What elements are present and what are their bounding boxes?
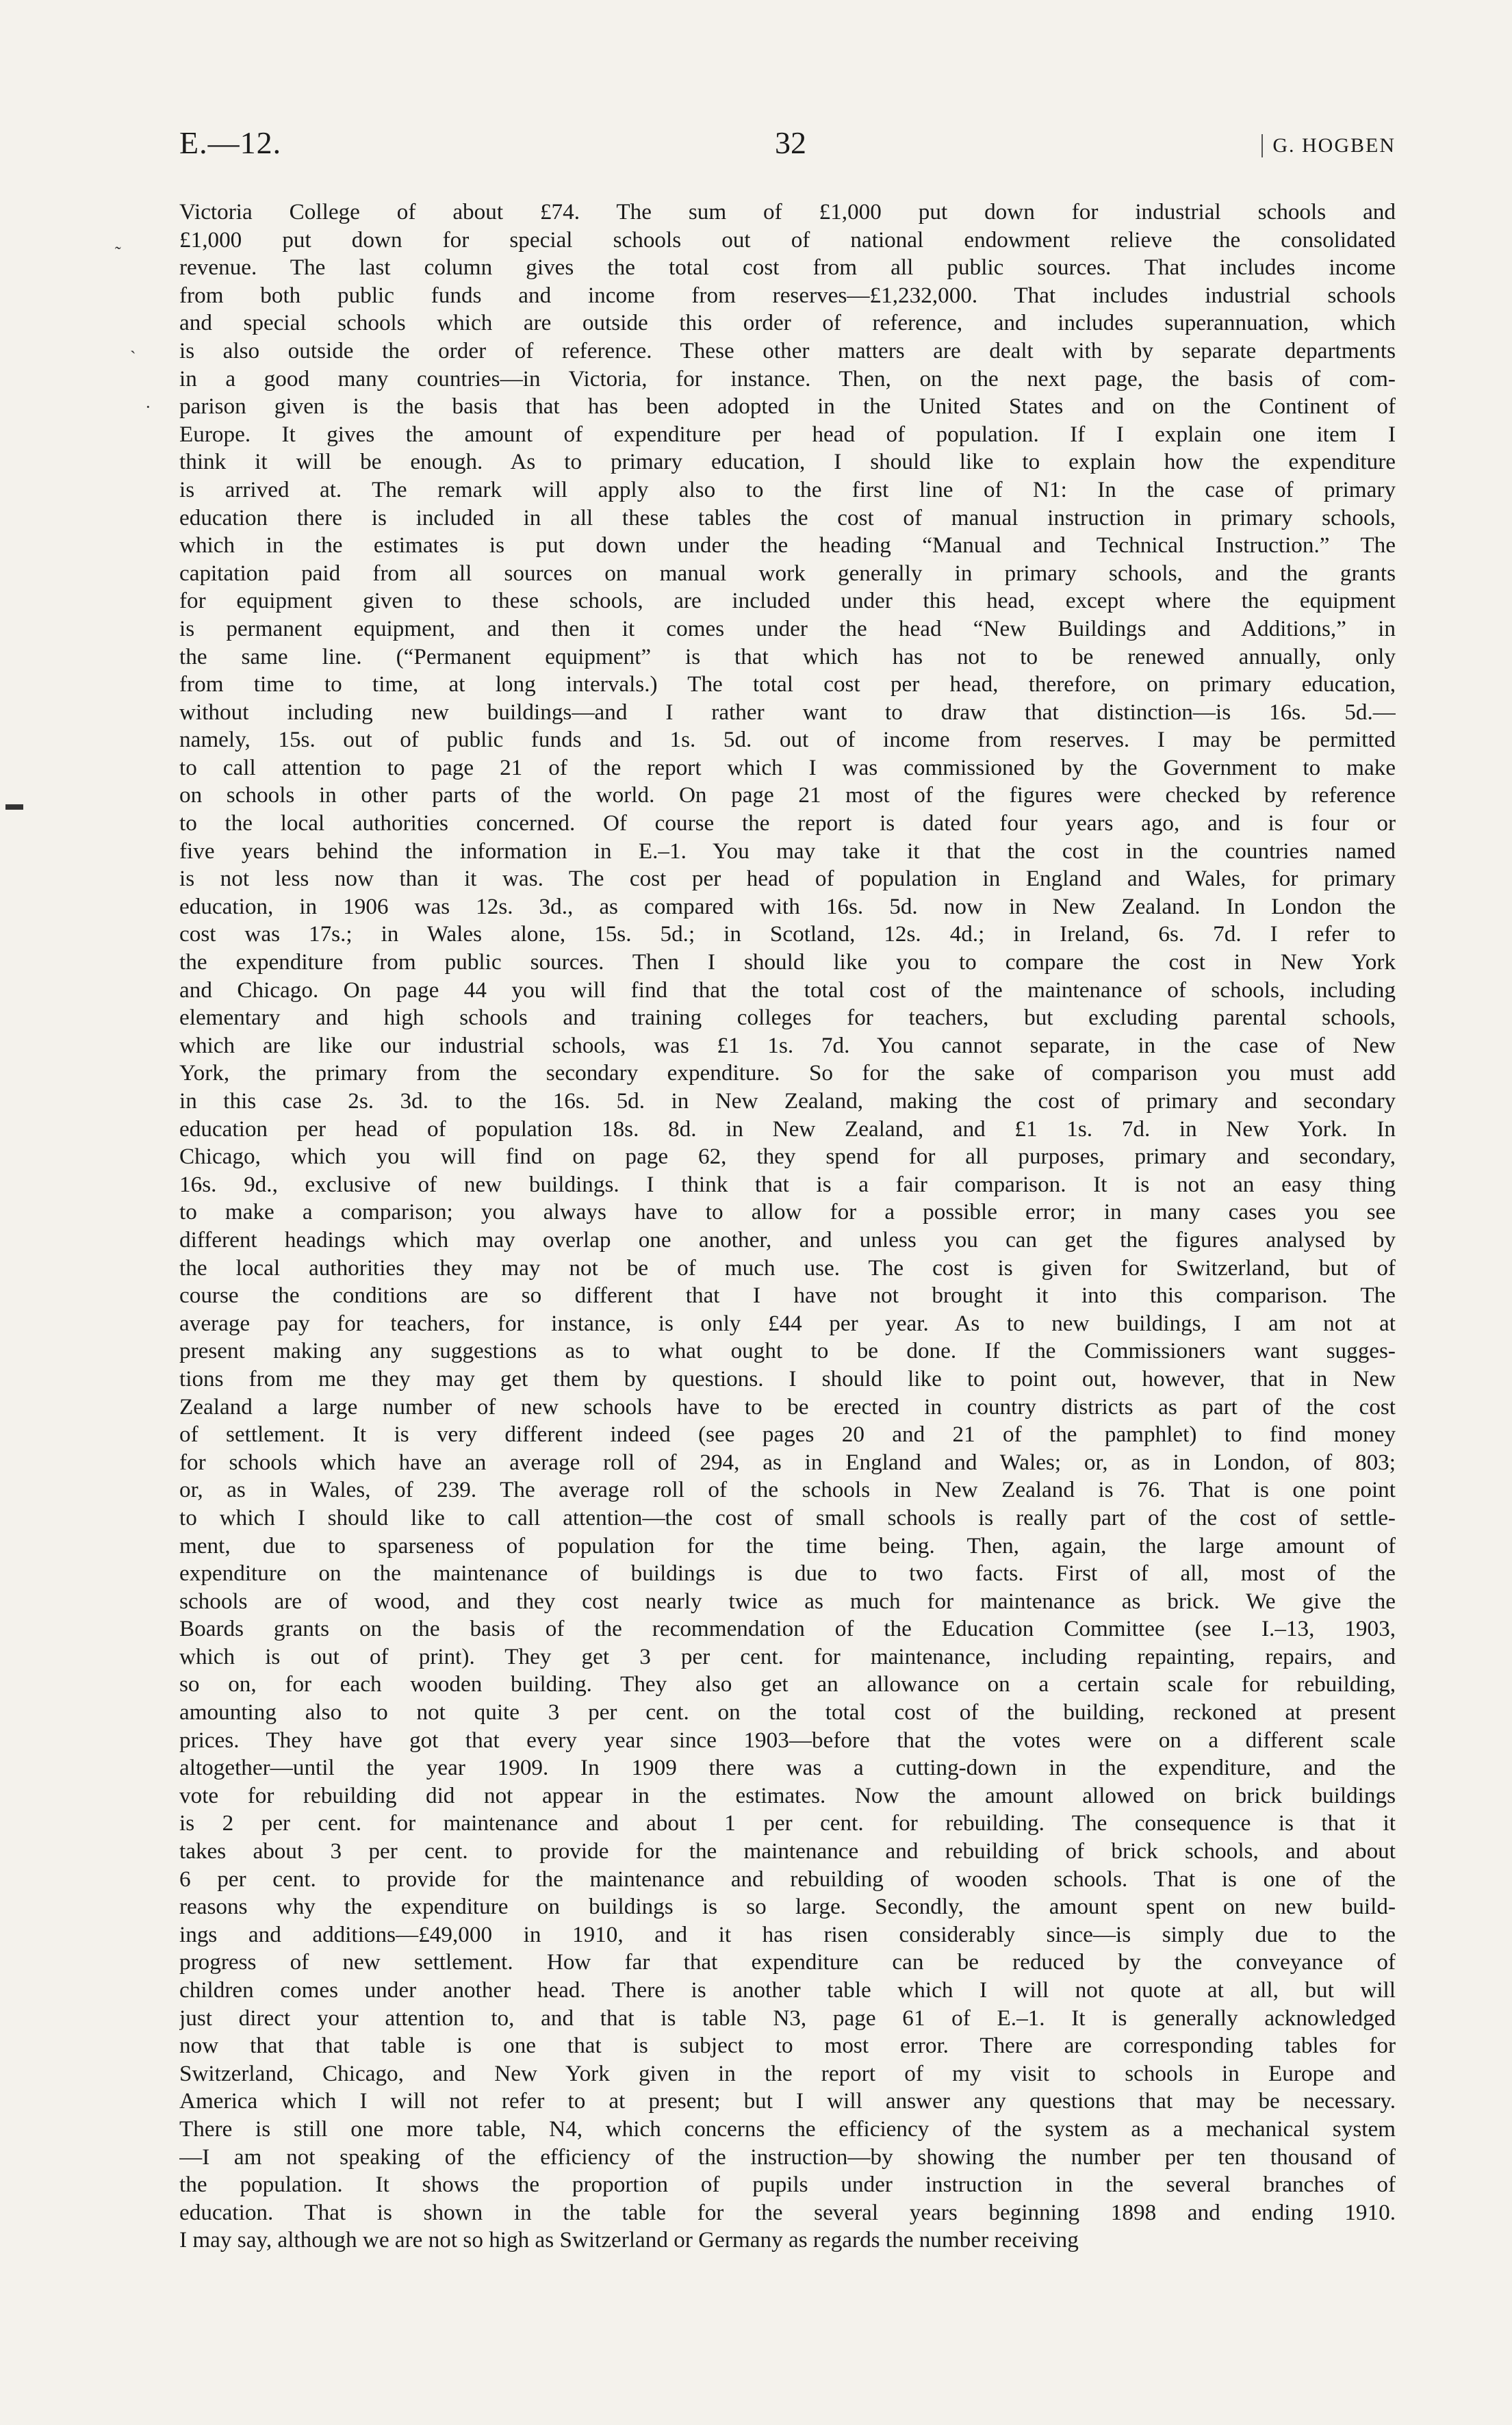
text-line: think it will be enough. As to primary education, I should like to explain how the expenditure xyxy=(179,449,1396,475)
text-line: the same line. (“Permanent equipment” is that which has not to be renewed annually, only xyxy=(179,643,1396,669)
text-line: York, the primary from the secondary expenditure. So for the sake of comparison you must add xyxy=(179,1060,1396,1086)
text-line: five years behind the information in E.–1. You may take it that the cost in the countries named xyxy=(179,838,1396,864)
page-number: 32 xyxy=(775,125,806,160)
text-line: 6 per cent. to provide for the maintenance and rebuilding of wooden schools. That is one of the xyxy=(179,1866,1396,1892)
text-line: expenditure on the maintenance of buildings is due to two facts. First of all, most of the xyxy=(179,1561,1396,1587)
text-line: cost was 17s.; in Wales alone, 15s. 5d.; in Scotland, 12s. 4d.; in Ireland, 6s. 7d. I refer to xyxy=(179,921,1396,947)
text-line: vote for rebuilding did not appear in the estimates. Now the amount allowed on brick buildings xyxy=(179,1782,1396,1808)
page-header xyxy=(179,125,1396,172)
document-code: E.—12. xyxy=(179,125,282,160)
text-line: America which I will not refer to at present; but I will answer any questions that may be necessary. xyxy=(179,2088,1396,2114)
text-line: education. That is shown in the table for the several years beginning 1898 and ending 1910. xyxy=(179,2199,1396,2225)
text-line: the population. It shows the proportion of pupils under instruction in the several branches of xyxy=(179,2172,1396,2198)
text-line: Boards grants on the basis of the recommendation of the Education Committee (see I.–13, 1903, xyxy=(179,1616,1396,1642)
text-line: for schools which have an average roll of 294, as in England and Wales; or, as in London, of 803; xyxy=(179,1449,1396,1475)
text-line: course the conditions are so different that I have not brought it into this comparison. The xyxy=(179,1283,1396,1309)
text-line: without including new buildings—and I rather want to draw that distinction—is 16s. 5d.— xyxy=(179,699,1396,725)
text-line: children comes under another head. There is another table which I will not quote at all, but will xyxy=(179,1977,1396,2003)
text-line: the expenditure from public sources. Then I should like you to compare the cost in New York xyxy=(179,949,1396,975)
text-line: Europe. It gives the amount of expenditure per head of population. If I explain one item I xyxy=(179,421,1396,447)
text-line: —I am not speaking of the efficiency of the instruction—by showing the number per ten thousand of xyxy=(179,2144,1396,2170)
text-line: reasons why the expenditure on buildings is so large. Secondly, the amount spent on new build- xyxy=(179,1894,1396,1920)
text-line: is not less now than it was. The cost per head of population in England and Wales, for primary xyxy=(179,866,1396,892)
text-line: to make a comparison; you always have to allow for a possible error; in many cases you see xyxy=(179,1199,1396,1225)
text-line: tions from me they may get them by questions. I should like to point out, however, that in New xyxy=(179,1365,1396,1391)
text-line: parison given is the basis that has been adopted in the United States and on the Continent of xyxy=(179,394,1396,420)
text-line: amounting also to not quite 3 per cent. on the total cost of the building, reckoned at present xyxy=(179,1699,1396,1725)
text-line: is arrived at. The remark will apply also to the first line of N1: In the case of primary xyxy=(179,476,1396,502)
text-line: now that that table is one that is subject to most error. There are corresponding tables for xyxy=(179,2033,1396,2059)
text-line: Zealand a large number of new schools have to be erected in country districts as part of the cost xyxy=(179,1394,1396,1420)
text-line: or, as in Wales, of 239. The average roll of the schools in New Zealand is 76. That is one point xyxy=(179,1477,1396,1503)
text-line: which are like our industrial schools, was £1 1s. 7d. You cannot separate, in the case of New xyxy=(179,1032,1396,1058)
text-line: is permanent equipment, and then it comes under the head “New Buildings and Additions,” in xyxy=(179,615,1396,641)
text-line: which in the estimates is put down under the heading “Manual and Technical Instruction.” The xyxy=(179,533,1396,559)
text-line: education, in 1906 was 12s. 3d., as compared with 16s. 5d. now in New Zealand. In London the xyxy=(179,893,1396,919)
text-line: Switzerland, Chicago, and New York given in the report of my visit to schools in Europe and xyxy=(179,2060,1396,2086)
text-line: in this case 2s. 3d. to the 16s. 5d. in New Zealand, making the cost of primary and secondary xyxy=(179,1088,1396,1114)
text-line: to call attention to page 21 of the report which I was commissioned by the Government to make xyxy=(179,754,1396,780)
text-line: from both public funds and income from reserves—£1,232,000. That includes industrial schools xyxy=(179,282,1396,308)
text-line: namely, 15s. out of public funds and 1s. 5d. out of income from reserves. I may be permitted xyxy=(179,727,1396,753)
text-line: in a good many countries—in Victoria, for instance. Then, on the next page, the basis of com- xyxy=(179,365,1396,392)
witness-name: G. HOGBEN xyxy=(1261,134,1396,157)
text-line: and Chicago. On page 44 you will find that the total cost of the maintenance of schools, including xyxy=(179,977,1396,1003)
text-line: of settlement. It is very different indeed (see pages 20 and 21 of the pamphlet) to find money xyxy=(179,1422,1396,1448)
text-line: is 2 per cent. for maintenance and about 1 per cent. for rebuilding. The consequence is that it xyxy=(179,1810,1396,1836)
text-line: the local authorities they may not be of much use. The cost is given for Switzerland, but of xyxy=(179,1255,1396,1281)
text-line: to which I should like to call attention—the cost of small schools is really part of the cost of settle- xyxy=(179,1504,1396,1530)
text-line: ings and additions—£49,000 in 1910, and it has risen considerably since—is simply due to the xyxy=(179,1921,1396,1947)
text-line: and special schools which are outside this order of reference, and includes superannuation, which xyxy=(179,310,1396,336)
text-line: education per head of population 18s. 8d. in New Zealand, and £1 1s. 7d. in New York. In xyxy=(179,1116,1396,1142)
text-line: revenue. The last column gives the total cost from all public sources. That includes income xyxy=(179,255,1396,281)
text-line: capitation paid from all sources on manual work generally in primary schools, and the grants xyxy=(179,560,1396,586)
text-line: from time to time, at long intervals.) The total cost per head, therefore, on primary education, xyxy=(179,671,1396,697)
text-line: prices. They have got that every year since 1903—before that the votes were on a different scale xyxy=(179,1727,1396,1753)
text-line: average pay for teachers, for instance, is only £44 per year. As to new buildings, I am not at xyxy=(179,1310,1396,1336)
text-line: progress of new settlement. How far that expenditure can be reduced by the conveyance of xyxy=(179,1949,1396,1975)
text-line: 16s. 9d., exclusive of new buildings. I think that is a fair comparison. It is not an easy thing xyxy=(179,1171,1396,1197)
text-line: takes about 3 per cent. to provide for the maintenance and rebuilding of brick schools, and about xyxy=(179,1838,1396,1864)
margin-mark-3: · xyxy=(145,397,151,417)
text-line: elementary and high schools and training colleges for teachers, but excluding parental schools, xyxy=(179,1005,1396,1031)
text-line: There is still one more table, N4, which concerns the efficiency of the system as a mechanical system xyxy=(179,2116,1396,2142)
text-line: on schools in other parts of the world. On page 21 most of the figures were checked by reference xyxy=(179,782,1396,808)
margin-mark-1: ˷ xyxy=(115,230,121,250)
margin-mark-2: ˴ xyxy=(130,339,136,359)
text-line: to the local authorities concerned. Of course the report is dated four years ago, and is four or xyxy=(179,810,1396,836)
text-line: different headings which may overlap one another, and unless you can get the figures analysed by xyxy=(179,1227,1396,1253)
margin-mark-4: ▬ xyxy=(5,794,23,814)
text-line: £1,000 put down for special schools out of national endowment relieve the consolidated xyxy=(179,227,1396,253)
text-line: present making any suggestions as to what ought to be done. If the Commissioners want sugges- xyxy=(179,1338,1396,1364)
text-line: altogether—until the year 1909. In 1909 there was a cutting-down in the expenditure, and the xyxy=(179,1755,1396,1781)
text-line: for equipment given to these schools, are included under this head, except where the equipment xyxy=(179,588,1396,614)
text-line: schools are of wood, and they cost nearly twice as much for maintenance as brick. We give the xyxy=(179,1588,1396,1614)
text-line: Chicago, which you will find on page 62, they spend for all purposes, primary and secondary, xyxy=(179,1144,1396,1170)
text-line: just direct your attention to, and that is table N3, page 61 of E.–1. It is generally acknowledged xyxy=(179,2005,1396,2031)
text-line: so on, for each wooden building. They also get an allowance on a certain scale for rebuilding, xyxy=(179,1671,1396,1697)
text-line: Victoria College of about £74. The sum of £1,000 put down for industrial schools and xyxy=(179,199,1396,224)
text-line: is also outside the order of reference. These other matters are dealt with by separate departments xyxy=(179,337,1396,363)
text-line: ment, due to sparseness of population for the time being. Then, again, the large amount of xyxy=(179,1532,1396,1558)
text-line: which is out of print). They get 3 per cent. for maintenance, including repainting, repairs, and xyxy=(179,1643,1396,1669)
text-line: I may say, although we are not so high as Switzerland or Germany as regards the number receiving xyxy=(179,2227,1079,2253)
text-line: education there is included in all these tables the cost of manual instruction in primary schools, xyxy=(179,504,1396,530)
body-text xyxy=(179,198,1396,2255)
